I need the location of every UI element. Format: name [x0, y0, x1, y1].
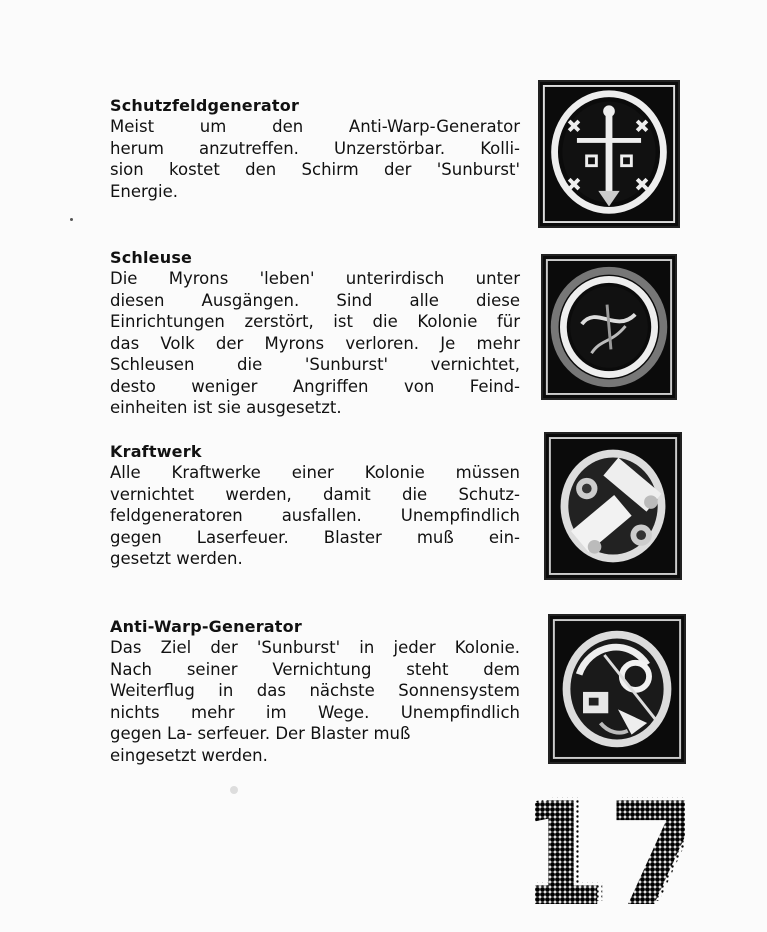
text-line: Einrichtungen zerstört, ist die Kolonie für — [110, 312, 520, 331]
entry-kraftwerk — [110, 442, 520, 570]
text-line: herum anzutreffen. Unzerstörbar. Kolli- — [110, 138, 520, 158]
text-line: sion kostet den Schirm der 'Sunburst' — [110, 160, 520, 179]
text-line: das Volk der Myrons verloren. Je mehr — [110, 333, 520, 353]
text-line: Meist um den Anti-Warp-Generator — [110, 117, 520, 136]
scan-speck — [70, 218, 73, 221]
text-line: Alle Kraftwerke einer Kolonie müssen — [110, 463, 520, 482]
entry-title: Schutzfeldgenerator — [110, 96, 300, 115]
text-line: Nach seiner Vernichtung steht dem — [110, 659, 520, 679]
text-line: Energie. — [110, 181, 178, 201]
text-line: Die Myrons 'leben' unterirdisch unter — [110, 269, 520, 288]
text-line: diesen Ausgängen. Sind alle diese — [110, 290, 520, 310]
text-line: eingesetzt werden. — [110, 745, 268, 765]
text-line: gegen Laserfeuer. Blaster muß ein- — [110, 527, 520, 547]
text-line: vernichtet werden, damit die Schutz- — [110, 484, 520, 504]
page-number — [535, 792, 685, 910]
entry-title: Schleuse — [110, 248, 193, 267]
entry-description — [110, 268, 520, 419]
entry-description — [110, 637, 520, 766]
text-line: einheiten ist sie ausgesetzt. — [110, 398, 342, 417]
shield-generator-icon — [538, 80, 680, 228]
text-line: nichts mehr im Wege. Unempfindlich — [110, 702, 520, 722]
page-number-shadow: 17 — [535, 792, 685, 910]
text-line: desto weniger Angriffen von Feind- — [110, 376, 520, 396]
entry-description — [110, 462, 520, 570]
airlock-icon — [541, 254, 677, 400]
entry-title: Kraftwerk — [110, 442, 202, 461]
text-line: gegen La- serfeuer. Der Blaster muß — [110, 724, 411, 743]
entry-schleuse — [110, 248, 520, 419]
text-line: Das Ziel der 'Sunburst' in jeder Kolonie. — [110, 638, 520, 657]
text-line: gesetzt werden. — [110, 549, 243, 568]
entry-schutzfeldgenerator — [110, 96, 520, 202]
entry-description — [110, 116, 520, 202]
entry-title: Anti-Warp-Generator — [110, 617, 302, 636]
text-line: Weiterflug in das nächste Sonnensystem — [110, 681, 520, 700]
scan-speck — [230, 786, 238, 794]
entry-anti-warp-generator — [110, 617, 520, 766]
text-line: feldgeneratoren ausfallen. Unempfindlich — [110, 506, 520, 525]
anti-warp-generator-icon — [548, 614, 686, 764]
text-line: Schleusen die 'Sunburst' vernichtet, — [110, 355, 520, 374]
power-plant-icon — [544, 432, 682, 580]
page-number-text: 17 — [535, 792, 685, 910]
